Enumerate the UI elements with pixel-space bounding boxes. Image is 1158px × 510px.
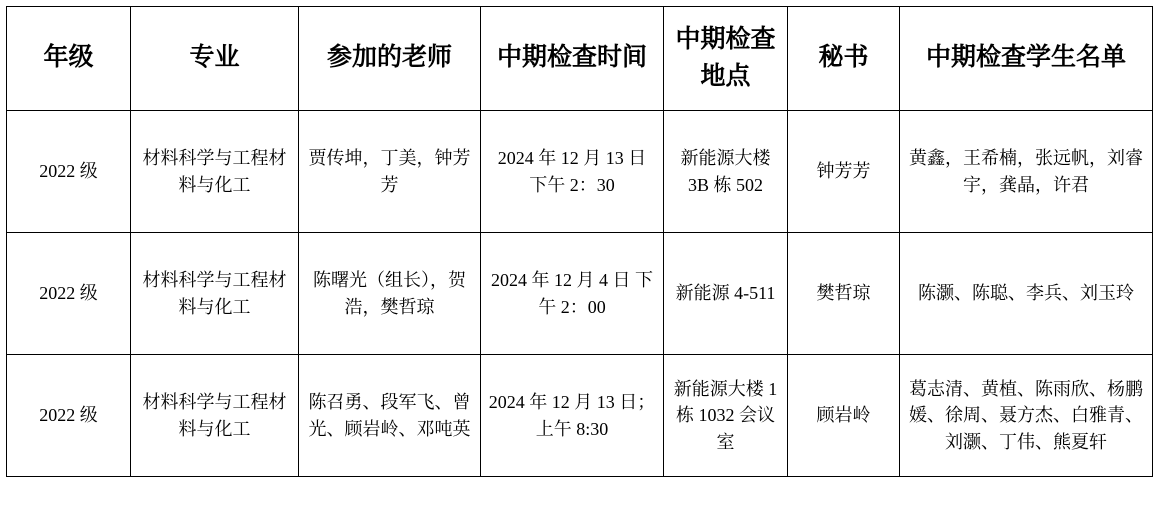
cell-grade: 2022 级	[7, 111, 131, 233]
table-row	[7, 233, 1153, 355]
cell-grade: 2022 级	[7, 233, 131, 355]
column-header-place: 中期检查地点	[664, 7, 788, 111]
cell-time: 2024 年 12 月 13 日 下午 2：30	[481, 111, 664, 233]
midterm-check-table	[6, 6, 1153, 477]
cell-students: 黄鑫，王希楠，张远帆，刘睿宇，龚晶，许君	[900, 111, 1153, 233]
column-header-time: 中期检查时间	[481, 7, 664, 111]
cell-place: 新能源大楼 1 栋 1032 会议室	[664, 355, 788, 477]
cell-teachers: 贾传坤，丁美，钟芳芳	[299, 111, 481, 233]
table-body	[7, 111, 1153, 477]
table-header-row	[7, 7, 1153, 111]
table-row	[7, 355, 1153, 477]
column-header-secretary: 秘书	[788, 7, 900, 111]
cell-place: 新能源 4-511	[664, 233, 788, 355]
cell-secretary: 樊哲琼	[788, 233, 900, 355]
cell-teachers: 陈曙光（组长），贺浩，樊哲琼	[299, 233, 481, 355]
column-header-teachers: 参加的老师	[299, 7, 481, 111]
cell-major: 材料科学与工程材料与化工	[131, 233, 299, 355]
cell-major: 材料科学与工程材料与化工	[131, 355, 299, 477]
cell-secretary: 顾岩岭	[788, 355, 900, 477]
cell-students: 陈灏、陈聪、李兵、刘玉玲	[900, 233, 1153, 355]
table-header	[7, 7, 1153, 111]
cell-time: 2024 年 12 月 4 日 下午 2：00	[481, 233, 664, 355]
column-header-grade: 年级	[7, 7, 131, 111]
cell-students: 葛志清、黄植、陈雨欣、杨鹏媛、徐周、聂方杰、白雅青、刘灏、丁伟、熊夏轩	[900, 355, 1153, 477]
column-header-students: 中期检查学生名单	[900, 7, 1153, 111]
cell-teachers: 陈召勇、段军飞、曾光、顾岩岭、邓吨英	[299, 355, 481, 477]
cell-place: 新能源大楼 3B 栋 502	[664, 111, 788, 233]
column-header-major: 专业	[131, 7, 299, 111]
cell-secretary: 钟芳芳	[788, 111, 900, 233]
table-row	[7, 111, 1153, 233]
cell-time: 2024 年 12 月 13 日；上午 8:30	[481, 355, 664, 477]
cell-major: 材料科学与工程材料与化工	[131, 111, 299, 233]
cell-grade: 2022 级	[7, 355, 131, 477]
